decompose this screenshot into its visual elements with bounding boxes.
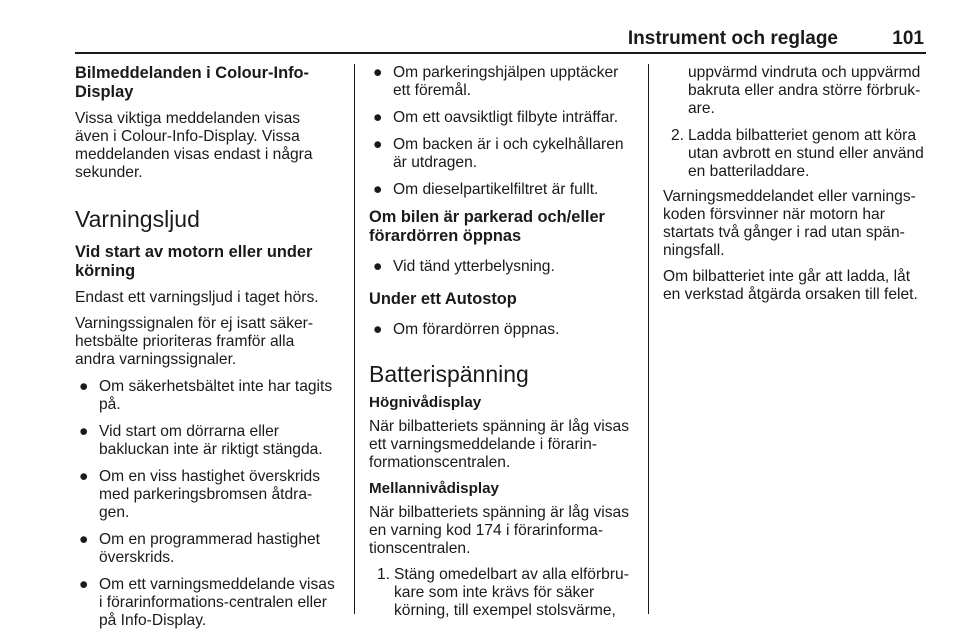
bullet-list xyxy=(75,378,337,630)
page-header xyxy=(75,28,926,50)
bullet-list xyxy=(369,64,633,199)
chapter-heading: Varningsljud xyxy=(75,206,200,232)
bullet-icon: ● xyxy=(373,109,383,126)
running-title: Instrument och reglage xyxy=(627,28,838,49)
list-item: ● Om ett varningsmeddelande visas i förarinformations-centralen eller på Info-Display. xyxy=(79,576,335,629)
bullet-icon: ● xyxy=(373,136,383,153)
subheading: Högnivådisplay xyxy=(369,394,482,411)
list-item: ● Om backen är i och cykelhållaren är utdragen. xyxy=(373,136,624,171)
paragraph: Varningssignalen för ej isatt säker-hetsbälte prioriteras framför alla andra varningssignaler. xyxy=(75,315,314,368)
subheading: Mellannivådisplay xyxy=(369,480,499,497)
list-item-continued: uppvärmd vindruta och uppvärmd bakruta eller andra större förbruk-are. xyxy=(688,64,921,117)
paragraph: Varningsmeddelandet eller varnings-koden försvinner när motorn har startats två gånger i rad utan spän-ningsfall. xyxy=(663,188,916,259)
column-divider xyxy=(648,64,649,614)
paragraph: Om bilbatteriet inte går att ladda, låt en verkstad åtgärda orsaken till felet. xyxy=(663,268,918,303)
section-heading: Vid start av motorn eller under körning xyxy=(75,243,313,280)
bullet-icon: ● xyxy=(373,181,383,198)
column-2 xyxy=(369,64,633,629)
list-item: ● Om en viss hastighet överskrids med parkeringsbromsen åtdra-gen. xyxy=(79,468,320,521)
column-3 xyxy=(663,64,927,312)
bullet-icon: ● xyxy=(79,531,89,548)
numbered-list xyxy=(369,566,633,620)
bullet-icon: ● xyxy=(373,64,383,81)
list-item: ● Om säkerhetsbältet inte har tagits på. xyxy=(79,378,333,413)
list-item: ● Vid tänd ytterbelysning. xyxy=(373,258,555,275)
paragraph: Vissa viktiga meddelanden visas även i Colour-Info-Display. Vissa meddelanden visas endast i några sekunder. xyxy=(75,110,313,181)
list-item: ● Om förardörren öppnas. xyxy=(373,321,560,338)
section-heading: Under ett Autostop xyxy=(369,290,517,308)
bullet-icon: ● xyxy=(373,321,383,338)
list-item: ● Om ett oavsiktligt filbyte inträffar. xyxy=(373,109,619,126)
bullet-icon: ● xyxy=(79,468,89,485)
section-heading: Om bilen är parkerad och/eller förardörren öppnas xyxy=(369,208,605,245)
list-item: ● Om en programmerad hastighet överskrids. xyxy=(79,531,321,566)
bullet-icon: ● xyxy=(79,576,89,593)
header-rule xyxy=(75,52,926,54)
page-number: 101 xyxy=(892,28,924,49)
list-item: ● Om dieselpartikelfiltret är fullt. xyxy=(373,181,599,198)
bullet-icon: ● xyxy=(79,378,89,395)
list-item: ● Om parkeringshjälpen upptäcker ett föremål. xyxy=(373,64,619,99)
list-item: 2. Ladda bilbatteriet genom att köra utan avbrott en stund eller använd en batteriladdare. xyxy=(671,127,924,180)
column-1 xyxy=(75,64,337,639)
list-item: ● Vid start om dörrarna eller bakluckan inte är riktigt stängda. xyxy=(79,423,323,458)
bullet-icon: ● xyxy=(373,258,383,275)
column-divider xyxy=(354,64,355,614)
numbered-list xyxy=(663,64,927,181)
bullet-list xyxy=(369,258,633,276)
paragraph: När bilbatteriets spänning är låg visas ett varningsmeddelande i förarin-formationscentralen. xyxy=(369,418,630,471)
bullet-list xyxy=(369,321,633,339)
paragraph: När bilbatteriets spänning är låg visas en varning kod 174 i förarinforma-tionscentralen. xyxy=(369,504,630,557)
bullet-icon: ● xyxy=(79,423,89,440)
list-item: 1. Stäng omedelbart av alla elförbru-kare som inte krävs för säker körning, till exempel stolsvärme, xyxy=(377,566,629,619)
step-number: 1. xyxy=(377,566,391,583)
section-heading: Bilmeddelanden i Colour-Info-Display xyxy=(75,64,310,101)
step-number: 2. xyxy=(671,127,685,144)
paragraph: Endast ett varningsljud i taget hörs. xyxy=(75,289,319,306)
chapter-heading: Batterispänning xyxy=(369,361,529,387)
